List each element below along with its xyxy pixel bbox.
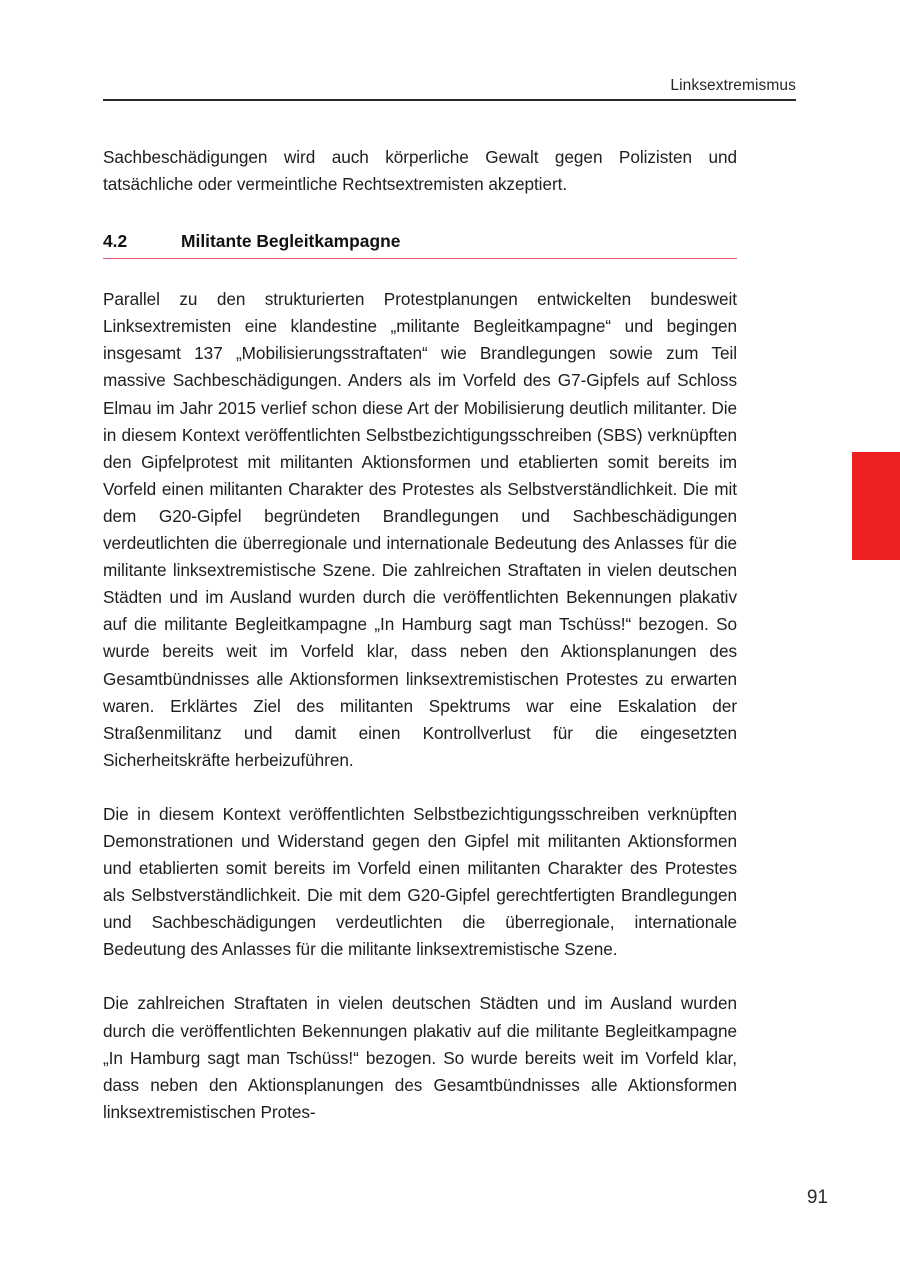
body-paragraph-2: Die in diesem Kontext veröffentlichten Selbstbezichtigungsschreiben verknüpften Demonstrationen und Widerstand gegen den Gipfel mit militanten Aktionsformen und etablierten somit bereits im Vorfeld einen militanten Charakter des Protestes als Selbstverständlichkeit. Die mit dem G20-Gipfel gerechtfertigten Brandlegungen und Sachbeschädigungen verdeutlichten die überregionale, internationale Bedeutung des Anlasses für die militante linksextremistische Szene. [103,803,737,960]
spacer-before-heading [103,198,737,228]
section-title: Militante Begleitkampagne [181,231,401,252]
text-column [103,144,737,1126]
page-number: 91 [806,1187,828,1208]
chapter-thumb-tab [852,452,900,560]
paragraph-spacer-2 [103,963,737,990]
paragraph-spacer-1 [103,774,737,801]
body-paragraph-3: Die zahlreichen Straftaten in vielen deutschen Städten und im Ausland wurden durch die veröffentlichten Bekennungen plakativ auf die militante Begleitkampagne „In Hamburg sagt man Tschüss!“ bezogen. So wurde bereits weit im Vorfeld klar, dass neben den Aktionsplanungen des Gesamtbündnisses alle Aktionsformen linksextremistischen Protes- [103,993,737,1122]
running-head: Linksextremismus [670,77,796,94]
intro-paragraph: Sachbeschädigungen wird auch körperliche Gewalt gegen Polizisten und tatsächliche oder vermeintliche Rechtsextremisten akzeptiert. [103,147,737,195]
body-paragraph-1: Parallel zu den strukturierten Protestplanungen entwickelten bundesweit Linksextremisten eine klandestine „militante Begleitkampagne“ und begingen insgesamt 137 „Mobilisierungsstraftaten“ wie Brandlegungen sowie zum Teil massive Sachbeschädigungen. Anders als im Vorfeld des G7-Gipfels auf Schloss Elmau im Jahr 2015 verlief schon diese Art der Mobilisierung deutlich militanter. Die in diesem Kontext veröffentlichten Selbstbezichtigungsschreiben (SBS) verknüpften den Gipfelprotest mit militanten Aktionsformen und etablierten somit bereits im Vorfeld einen militanten Charakter des Protestes als Selbstverständlichkeit. Die mit dem G20-Gipfel begründeten Brandlegungen und Sachbeschädigungen verdeutlichten die überregionale und internationale Bedeutung des Anlasses für die militante linksextremistische Szene. Die zahlreichen Straftaten in vielen deutschen Städten und im Ausland wurden durch die veröffentlichten Bekennungen plakativ auf die militante Begleitkampagne „In Hamburg sagt man Tschüss!“ bezogen. So wurde bereits weit im Vorfeld klar, dass neben den Aktionsplanungen des Gesamtbündnisses alle Aktionsformen linksextremistischen Protestes zu erwarten waren. Erklärtes Ziel des militanten Spektrums war eine Eskalation der Straßenmilitanz und damit einen Kontrollverlust für die eingesetzten Sicherheitskräfte herbeizuführen. [103,289,737,770]
section-heading-block [103,229,737,259]
spacer-after-heading [103,259,737,286]
header-rule [103,99,796,101]
section-number: 4.2 [103,231,128,252]
section-heading [103,229,737,259]
